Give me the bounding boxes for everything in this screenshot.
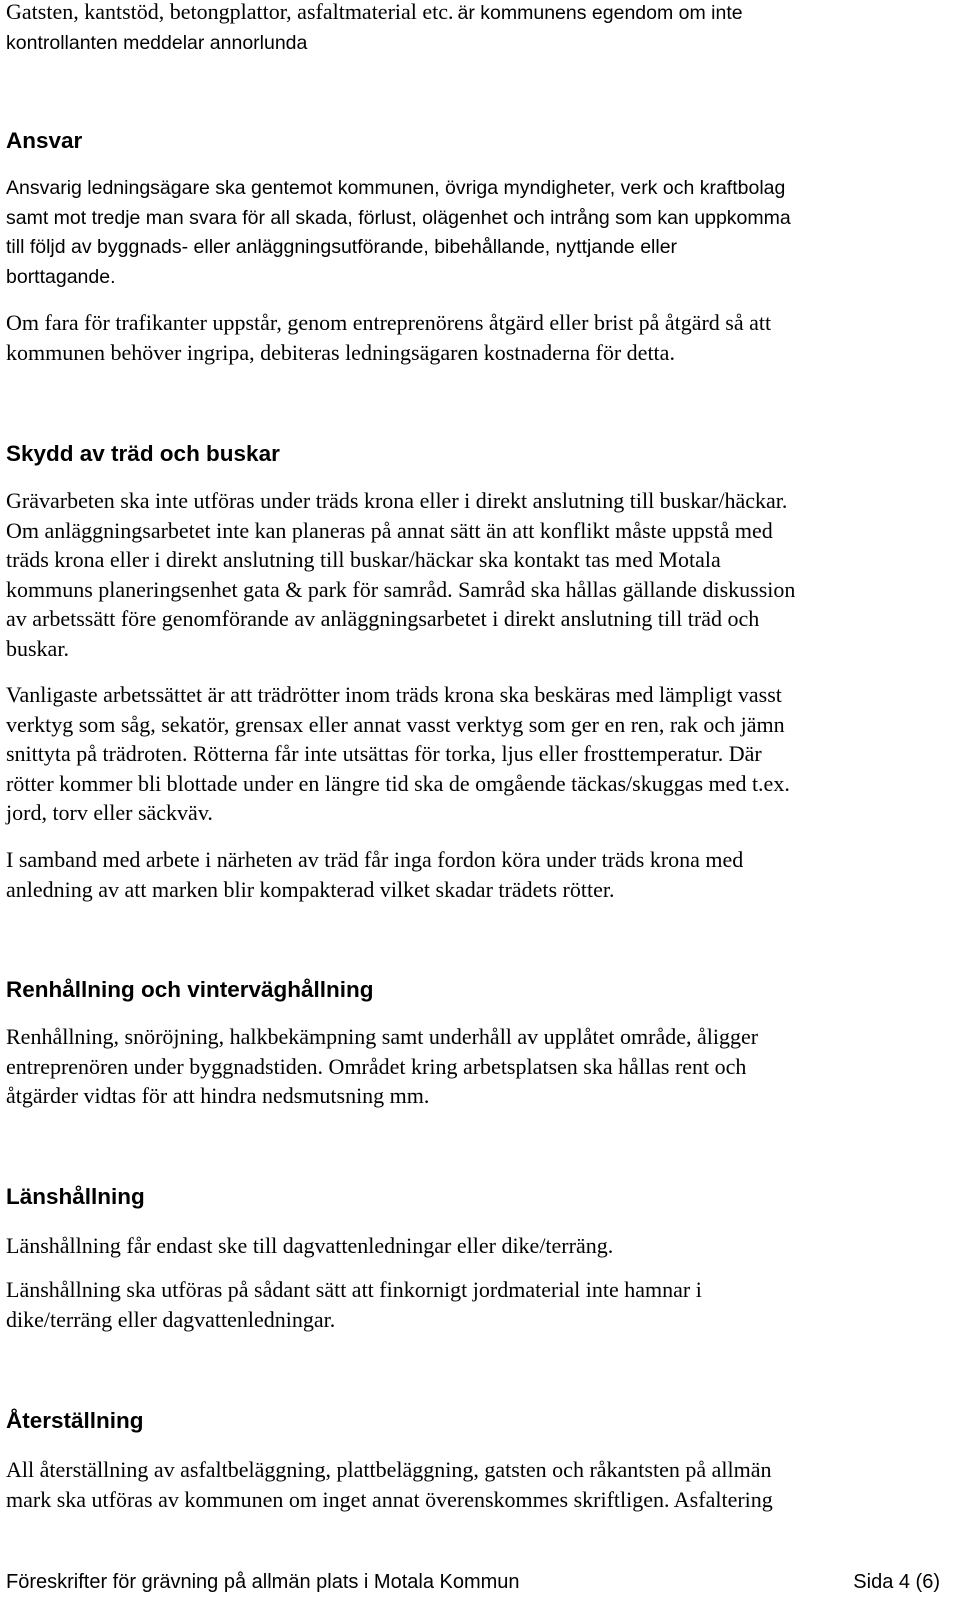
aterstallning-paragraph-1	[6, 1455, 946, 1514]
text-line: av arbetssätt före genomförande av anläggningsarbetet i direkt anslutning till träd och	[6, 606, 760, 632]
text-line: anledning av att marken blir kompakterad vilket skadar trädets rötter.	[6, 876, 615, 902]
text-line: entreprenören under byggnadstiden. Området kring arbetsplatsen ska hållas rent och	[6, 1053, 747, 1079]
skydd-paragraph-3	[6, 845, 946, 904]
top-paragraph	[6, 0, 946, 58]
text-line: till följd av byggnads- eller anläggningsutförande, bibehållande, nyttjande eller	[6, 236, 678, 259]
text-line: samt mot tredje man svara för all skada, förlust, olägenhet och intrång som kan uppkomma	[6, 206, 791, 229]
text-line: Vanligaste arbetssättet är att trädrötter inom träds krona ska beskäras med lämpligt vasst	[6, 682, 782, 707]
top-paragraph-sans-text: är kommunens egendom om inte	[457, 2, 743, 24]
ansvar-paragraph-2	[6, 308, 946, 367]
heading-renhallning: Renhållning och vinterväghållning	[6, 977, 374, 1002]
footer-document-title: Föreskrifter för grävning på allmän plats i Motala Kommun	[6, 1571, 520, 1593]
text-line: Grävarbeten ska inte utföras under träds krona eller i direkt anslutning till buskar/häckar.	[6, 488, 788, 513]
text-line: buskar.	[6, 635, 69, 661]
text-line: Länshållning ska utföras på sådant sätt att finkornigt jordmaterial inte hamnar i	[6, 1277, 702, 1302]
text-line: All återställning av asfaltbeläggning, plattbeläggning, gatsten och råkantsten på allmän	[6, 1457, 772, 1482]
text-line: Länshållning får endast ske till dagvattenledningar eller dike/terräng.	[6, 1233, 614, 1258]
lanshallning-paragraph-1	[6, 1231, 946, 1261]
text-line: Renhållning, snöröjning, halkbekämpning samt underhåll av upplåtet område, åligger	[6, 1024, 759, 1049]
text-line: verktyg som såg, sekatör, grensax eller annat vasst verktyg som ger en ren, rak och jämn	[6, 711, 785, 737]
text-line: rötter kommer bli blottade under en längre tid ska de omgående täckas/skuggas med t.ex.	[6, 770, 790, 796]
text-line: träds krona eller i direkt anslutning till buskar/häckar ska kontakt tas med Motala	[6, 547, 721, 573]
lanshallning-paragraph-2	[6, 1275, 946, 1334]
text-line: kommuns planeringsenhet gata & park för samråd. Samråd ska hållas gällande diskussion	[6, 576, 796, 602]
text-line: Ansvarig ledningsägare ska gentemot kommunen, övriga myndigheter, verk och kraftbolag	[6, 177, 786, 199]
text-line: kommunen behöver ingripa, debiteras ledningsägaren kostnaderna för detta.	[6, 339, 675, 365]
text-line: mark ska utföras av kommunen om inget annat överenskommes skriftligen. Asfaltering	[6, 1486, 773, 1512]
heading-skydd: Skydd av träd och buskar	[6, 441, 280, 466]
skydd-paragraph-2	[6, 680, 946, 828]
text-line: Om anläggningsarbetet inte kan planeras på annat sätt än att konflikt måste uppstå med	[6, 517, 773, 543]
text-line: jord, torv eller säckväv.	[6, 800, 213, 826]
page-footer	[6, 1568, 940, 1596]
top-paragraph-line2: kontrollanten meddelar annorlunda	[6, 31, 308, 54]
text-line: dike/terräng eller dagvattenledningar.	[6, 1306, 336, 1332]
ansvar-paragraph-1	[6, 174, 946, 292]
text-line: Om fara för trafikanter uppstår, genom entreprenörens åtgärd eller brist på åtgärd så att	[6, 310, 772, 335]
renhallning-paragraph-1	[6, 1022, 946, 1111]
footer-page-number: Sida 4 (6)	[853, 1571, 940, 1593]
text-line: I samband med arbete i närheten av träd får inga fordon köra under träds krona med	[6, 847, 744, 872]
heading-lanshallning: Länshållning	[6, 1184, 145, 1209]
text-line: borttagande.	[6, 265, 116, 288]
heading-aterstallning: Återställning	[6, 1408, 144, 1433]
heading-ansvar: Ansvar	[6, 128, 83, 153]
skydd-paragraph-1	[6, 486, 946, 664]
text-line: snittyta på trädroten. Rötterna får inte utsättas för torka, ljus eller frosttemperatur. Där	[6, 741, 762, 767]
text-line: åtgärder vidtas för att hindra nedsmutsning mm.	[6, 1083, 430, 1109]
top-paragraph-serif-text: Gatsten, kantstöd, betongplattor, asfaltmaterial etc.	[6, 0, 454, 24]
